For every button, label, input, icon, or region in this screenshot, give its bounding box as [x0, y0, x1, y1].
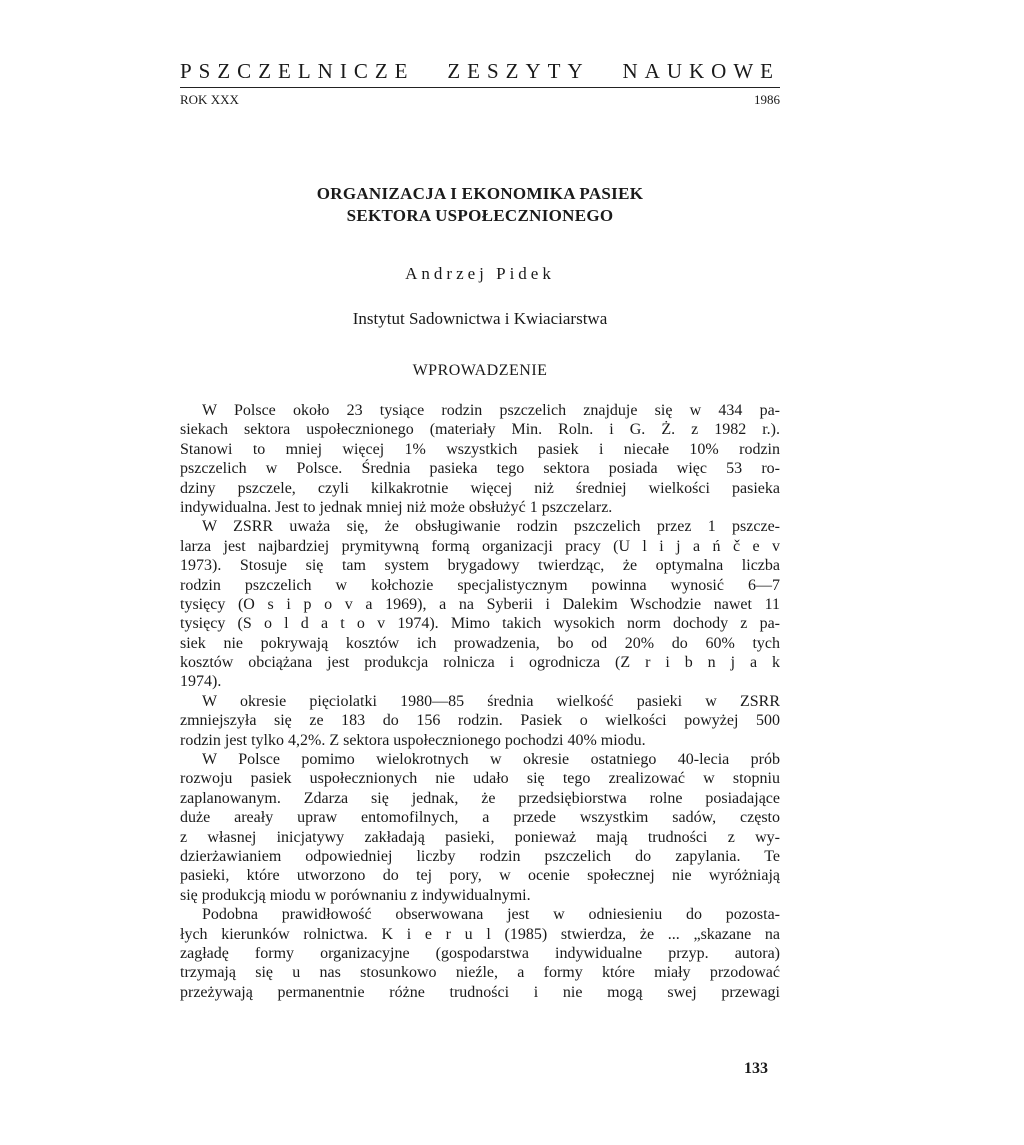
body-line: kosztów obciążana jest produkcja rolnicza i ogrodnicza (Z r i b n j a k: [180, 654, 780, 672]
body-line: W okresie pięciolatki 1980—85 średnia wielkość pasieki w ZSRR: [202, 692, 780, 710]
body-line: siek nie pokrywają kosztów ich prowadzenia, bo od 20% do 60% tych: [180, 634, 780, 652]
journal-year: 1986: [754, 92, 780, 107]
body-line: Stanowi to mniej więcej 1% wszystkich pasiek i niecałe 10% rodzin: [180, 440, 780, 458]
body-line: indywidualna. Jest to jednak mniej niż może obsłużyć 1 pszczelarz.: [180, 498, 613, 516]
body-line: rodzin jest tylko 4,2%. Z sektora uspołecznionego pochodzi 40% miodu.: [180, 731, 646, 749]
article-title-line-2: SEKTORA USPOŁECZNIONEGO: [346, 206, 614, 225]
body-line: z własnej inicjatywy zakładają pasieki, ponieważ mają trudności z wy-: [180, 828, 780, 846]
body-line: zmniejszyła się ze 183 do 156 rodzin. Pasiek o wielkości powyżej 500: [180, 712, 780, 730]
body-line: dzierżawianiem odpowiedniej liczby rodzin pszczelich do zapylania. Te: [180, 847, 780, 865]
body-line: trzymają się u nas stosunkowo nieźle, a formy które miały przodować: [180, 964, 780, 982]
body-line: rodzin pszczelich w kołchozie specjalistycznym powinna wynosić 6—7: [180, 576, 780, 594]
body-line: zagładę formy organizacyjne (gospodarstwa indywidualne przyp. autora): [180, 944, 780, 962]
body-line: dziny pszczele, czyli kilkakrotnie więcej niż średniej wielkości pasieka: [180, 479, 780, 497]
body-line: łych kierunków rolnictwa. K i e r u l (1985) stwierdza, że ... „skazane na: [180, 925, 780, 943]
article-author: Andrzej Pidek: [405, 264, 555, 283]
body-line: 1973). Stosuje się tam system brygadowy twierdząc, że optymalna liczba: [180, 557, 780, 575]
body-line: tysięcy (S o l d a t o v 1974). Mimo takich wysokich norm dochody z pa-: [180, 615, 780, 633]
body-line: W Polsce pomimo wielokrotnych w okresie ostatniego 40-lecia prób: [202, 751, 780, 769]
journal-title-word-2: ZESZYTY: [447, 59, 590, 83]
body-line: W Polsce około 23 tysiące rodzin pszczelich znajduje się w 434 pa-: [202, 402, 780, 419]
author-affiliation: Instytut Sadownictwa i Kwiaciarstwa: [352, 309, 608, 328]
body-line: rozwoju pasiek uspołecznionych nie udało się tego zrealizować w stopniu: [180, 770, 780, 788]
body-line: siekach sektora uspołecznionego (materiały Min. Roln. i G. Ż. z 1982 r.).: [180, 421, 780, 439]
body-line: duże areały upraw entomofilnych, a przede wszystkim sadów, często: [180, 809, 780, 827]
journal-title-word-1: PSZCZELNICZE: [180, 59, 415, 83]
body-line: przeżywają permanentnie różne trudności i nie mogą swej przewagi: [180, 983, 780, 1001]
journal-title-word-3: NAUKOWE: [622, 59, 780, 83]
body-line: 1974).: [180, 673, 222, 691]
body-line: larza jest najbardziej prymitywną formą organizacji pracy (U l i j a ń č e v: [180, 537, 780, 555]
section-heading: WPROWADZENIE: [412, 362, 548, 379]
body-line: pasieki, które utworzono do tej pory, w ocenie społecznej nie wyróżniają: [180, 867, 780, 885]
body-line: zaplanowanym. Zdarza się jednak, że przedsiębiorstwa rolne posiadające: [180, 789, 780, 807]
body-line: W ZSRR uważa się, że obsługiwanie rodzin pszczelich przez 1 pszcze-: [202, 518, 780, 536]
body-text: [180, 401, 780, 1002]
article-title: [180, 183, 780, 227]
journal-title: [180, 58, 780, 88]
body-line: pszczelich w Polsce. Średnia pasieka tego sektora posiada więc 53 ro-: [180, 460, 780, 478]
article-title-line-1: ORGANIZACJA I EKONOMIKA PASIEK: [316, 184, 644, 203]
body-line: się produkcją miodu w porównaniu z indywidualnymi.: [180, 886, 531, 904]
page-number: 133: [744, 1060, 768, 1077]
body-line: tysięcy (O s i p o v a 1969), a na Syberii i Dalekim Wschodzie nawet 11: [180, 595, 780, 613]
journal-issue-line: [180, 91, 780, 109]
body-line: Podobna prawidłowość obserwowana jest w odniesieniu do pozosta-: [202, 906, 780, 924]
journal-volume: ROK XXX: [180, 92, 239, 107]
article-page: [180, 58, 780, 1002]
